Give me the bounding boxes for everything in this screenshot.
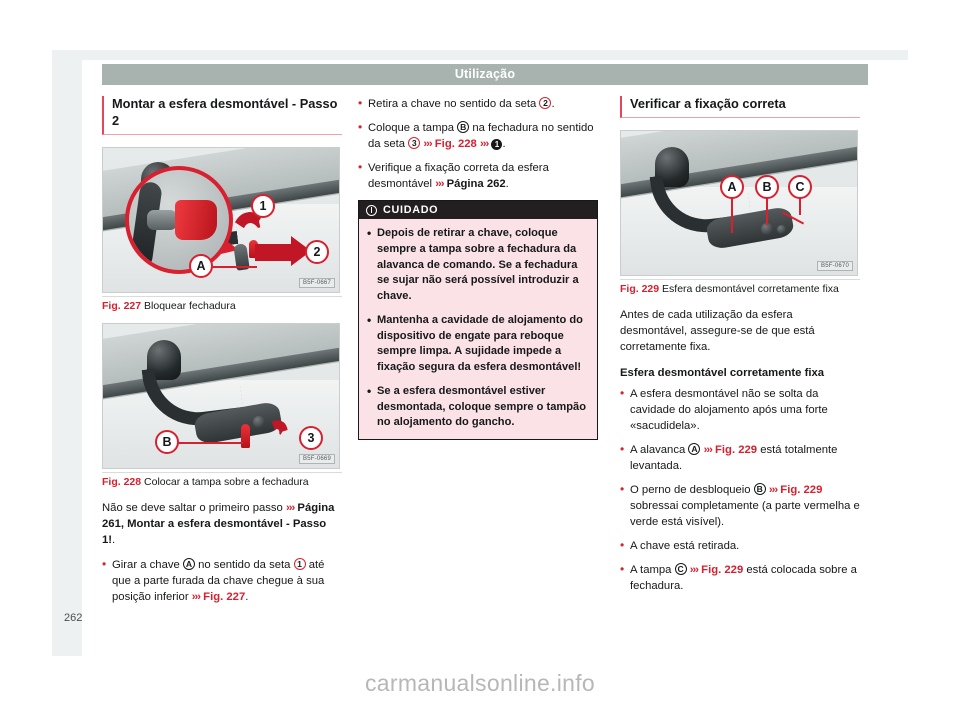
site-watermark: carmanualsonline.info	[364, 670, 596, 696]
left-bullet-1-d: .	[245, 591, 249, 604]
figure-229-caption-text: Esfera desmontável corretamente fixa	[662, 282, 839, 295]
callout-b: B	[755, 175, 779, 199]
right-bullet-1: • A esfera desmontável não se solta da cavidade do alojamento após uma forte «sacudidela».	[620, 386, 860, 434]
column-left	[102, 96, 342, 613]
right-bullet-5	[620, 562, 860, 594]
mid-bullet-1	[358, 96, 598, 112]
right-sub-heading: Esfera desmontável corretamente fixa	[620, 366, 825, 379]
warning-dot-icon: 1	[491, 139, 502, 150]
figure-229	[620, 130, 860, 297]
figure-229-number: Fig. 229	[620, 282, 660, 295]
left-paragraph-1-end: .	[112, 534, 116, 547]
cuidado-callout-header	[359, 201, 597, 219]
right-bullet-2-a: A alavanca	[630, 443, 689, 456]
left-bullet-1-figref: Fig. 227	[200, 591, 246, 604]
mid-bullet-3-b: .	[505, 178, 509, 191]
figure-229-image-code: B5F-0670	[817, 261, 853, 271]
ref-a-icon: A	[688, 443, 700, 455]
callout-3: 3	[299, 426, 323, 450]
ref-arrow-icon: ›››	[285, 502, 295, 515]
left-bullet-1-b: no sentido da seta	[194, 559, 294, 572]
right-bullet-5-b: está colocada sobre a fechadura.	[630, 563, 857, 592]
ref-arrow-icon: ›››	[689, 563, 699, 576]
magnifier-detail	[125, 166, 233, 274]
left-paragraph-1-bold: Página 261, Montar a esfera desmontável - Passo 1!	[102, 502, 335, 547]
ref-3-icon: 3	[408, 137, 420, 149]
figure-228-image	[102, 323, 340, 469]
mid-bullet-2-a: Coloque a tampa	[368, 122, 458, 135]
figure-227-caption-text: Bloquear fechadura	[144, 299, 236, 312]
figure-227-image-code: B5F-0667	[299, 278, 335, 288]
figure-229-caption	[620, 279, 860, 297]
figure-227	[102, 147, 342, 314]
ref-arrow-icon: ›››	[191, 591, 201, 604]
ref-arrow-icon: ›››	[435, 178, 444, 191]
right-bullet-3-figref: Fig. 229	[777, 483, 823, 496]
callout-a: A	[720, 175, 744, 199]
right-bullet-5-figref: Fig. 229	[698, 563, 744, 576]
figure-228-image-code: B5F-0669	[299, 454, 335, 464]
figure-228-number: Fig. 228	[102, 476, 142, 489]
callout-b: B	[155, 430, 179, 454]
pull-arrow-2	[255, 244, 293, 261]
cuidado-bullet-3: • Se a esfera desmontável estiver desmontada, coloque sempre o tampão no alojamento do gancho.	[367, 384, 589, 431]
callout-2: 2	[305, 240, 329, 264]
right-bullet-3-b: sobressai completamente (a parte vermelha e verde está visível).	[630, 499, 860, 528]
mid-bullet-1-b: .	[551, 98, 555, 110]
ref-arrow-icon: ›››	[423, 138, 432, 151]
callout-a: A	[189, 254, 213, 278]
right-bullet-2	[620, 442, 860, 474]
right-bullet-5-a: A tampa	[630, 563, 675, 576]
figure-228	[102, 323, 342, 490]
lock-cover-c	[777, 225, 786, 234]
callout-b-leader	[177, 442, 243, 444]
cuidado-callout-title: CUIDADO	[383, 204, 439, 217]
figure-227-caption	[102, 296, 342, 314]
red-key-knob-detail	[175, 200, 217, 240]
ref-2-icon: 2	[539, 97, 551, 109]
figure-227-number: Fig. 227	[102, 299, 142, 312]
mid-bullet-2-c: .	[502, 138, 506, 151]
column-middle	[358, 96, 598, 440]
callout-c: C	[788, 175, 812, 199]
cuidado-callout-body	[359, 219, 597, 439]
left-paragraph-1	[102, 500, 342, 548]
section-heading-left: Montar a esfera desmontável - Passo 2	[102, 96, 342, 135]
mid-bullet-1-a: Retira a chave no sentido da seta	[368, 98, 540, 110]
callout-a-leader	[211, 266, 257, 268]
mid-bullet-3-a: Verifique a fixação correta da esfera desmontável	[368, 162, 549, 191]
figure-228-caption-text: Colocar a tampa sobre a fechadura	[144, 476, 309, 489]
left-bullet-1-a: Girar a chave	[112, 559, 183, 572]
ref-1-icon: 1	[294, 558, 306, 570]
mid-bullet-2-b: na fechadura no sentido da seta	[368, 122, 594, 151]
right-bullet-4: • A chave está retirada.	[620, 538, 860, 554]
ref-arrow-icon: ›››	[768, 483, 778, 496]
figure-229-image	[620, 130, 858, 276]
figure-227-image	[102, 147, 340, 293]
right-bullet-3-a: O perno de desbloqueio	[630, 483, 754, 496]
right-intro-paragraph: Antes de cada utilização da esfera desmontável, assegure-se de que está corretamente fixa.	[620, 308, 815, 353]
right-bullet-2-b: está totalmente levantada.	[630, 443, 838, 472]
lock-barrel-detail	[147, 210, 177, 230]
section-heading-right: Verificar a fixação correta	[620, 96, 860, 118]
page-number: 262	[64, 612, 83, 624]
callout-1: 1	[251, 194, 275, 218]
ref-a-icon: A	[183, 558, 195, 570]
mid-bullet-3-pageref: Página 262	[443, 178, 506, 191]
mid-bullet-2-figref: Fig. 228	[431, 138, 477, 151]
ref-b-icon: B	[754, 483, 766, 495]
ref-b-icon: B	[457, 121, 469, 133]
warning-circle-icon	[366, 205, 377, 216]
cuidado-bullet-1: • Depois de retirar a chave, coloque sempre a tampa sobre a fechadura da alavanca de comando. Se a fechadura se sujar não será possível introduzir a chave.	[367, 226, 589, 305]
left-bullet-1-c: até que a parte furada da chave chegue à sua posição inferior	[112, 559, 325, 604]
ref-arrow-icon-2: ›››	[480, 138, 489, 151]
right-bullet-3	[620, 482, 860, 530]
ref-c-icon: C	[675, 563, 687, 575]
figure-228-caption	[102, 472, 342, 490]
left-paragraph-1-lead: Não se deve saltar o primeiro passo	[102, 502, 286, 515]
column-right	[620, 96, 860, 602]
mid-bullet-2	[358, 120, 598, 152]
ref-arrow-icon: ›››	[703, 443, 712, 456]
running-head: Utilização	[102, 64, 868, 85]
cover-cap-b	[241, 424, 250, 448]
cuidado-callout	[358, 200, 598, 440]
left-bullet-1	[102, 557, 342, 605]
right-bullet-2-figref: Fig. 229	[711, 443, 758, 456]
mid-bullet-3	[358, 160, 598, 192]
cuidado-bullet-2: • Mantenha a cavidade de alojamento do dispositivo de engate para reboque sempre limpa. A sujidade impede a fixação segura da esfera desmontável!	[367, 313, 589, 376]
